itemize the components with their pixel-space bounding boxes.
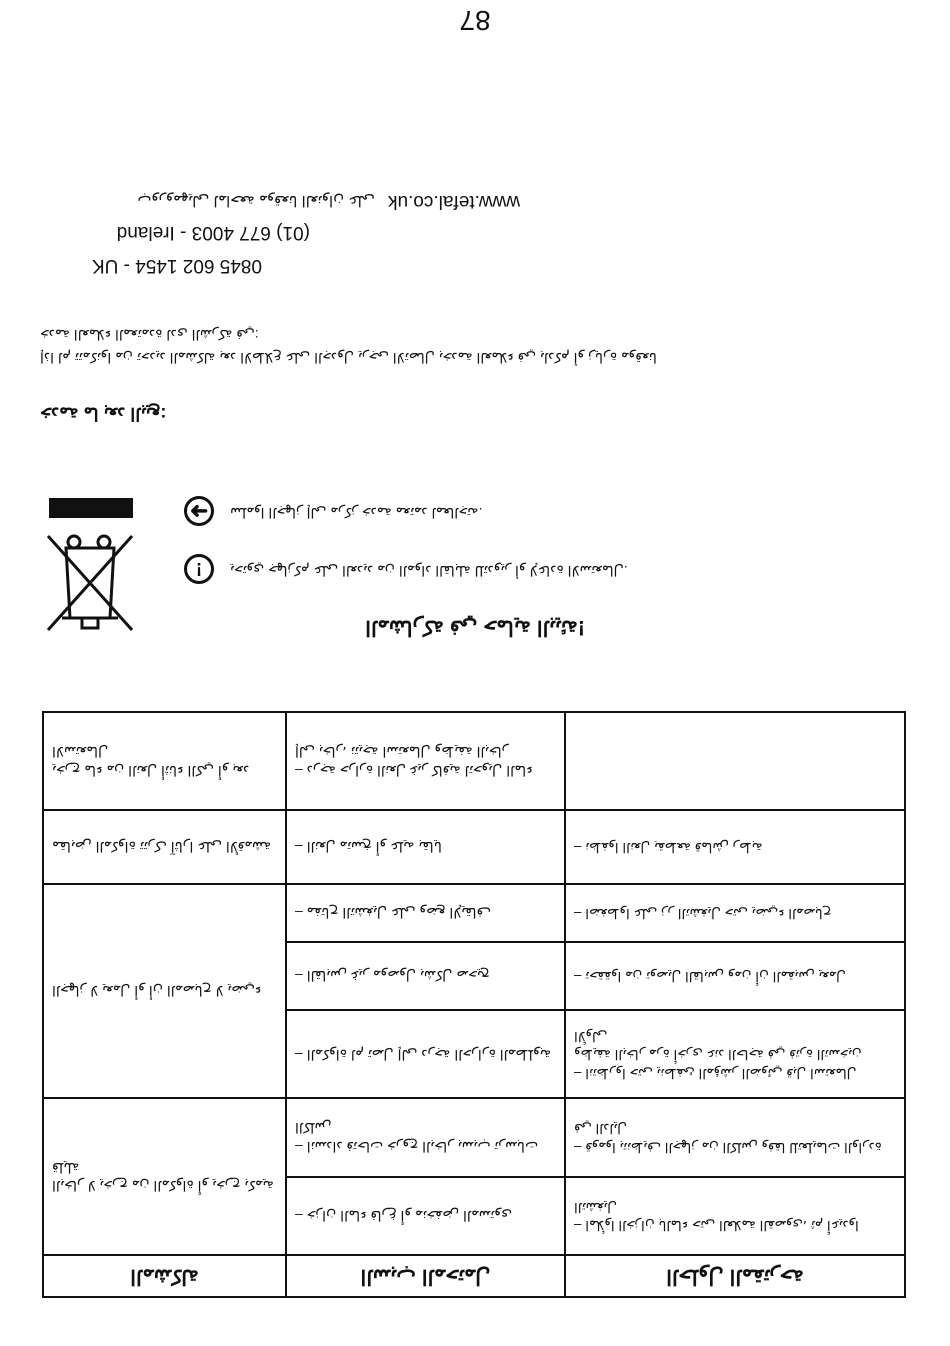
header-remedy: ﺍﻟﺣﻠﻭﻝ ﺍﻟﻣﻘﺗﺭﺣﺔ [565, 1255, 905, 1297]
cause-cell [286, 1177, 565, 1255]
remedy-cell [565, 810, 905, 883]
remedy-cell [565, 1098, 905, 1176]
env-heading: ﺍﻟﻣﺷﺎﺭﮐﺔ ﻓﻲ ﺣﻣﺎﻳﺔ ﺍﻟﺑﻳﺋﺔ! [365, 616, 585, 639]
troubleshooting-table [42, 711, 906, 1298]
remedy-text: – ﻧﻅﻔﻭﺍ ﺍﻟﻧﻌﻝ ﺑﻘﻁﻌﺔ ﻗﻣﺎﺵ ﺭﻁﺑﺔ [574, 840, 763, 856]
page-number: 87 [459, 5, 491, 36]
problem-cell: ﻳﺧﺭﺝ ﻣﺎء ﻣﻥ ﺍﻟﻧﻌﻝ ﺃﺛﻧﺎء ﺍﻟﮐﻲ ﺃﻭ ﺑﻌﺩ ﺍﻻﺳﺗﻌﻣﺎﻝ [43, 712, 286, 810]
remedy-text: – ﺍﻧﺗﻅﺭﻭﺍ ﺣﺗﯽ ﻳﻧﻁﻔﺊ ﺍﻟﻣﺅﺷﺭ ﺍﻟﺿﻭﺋﻲ ﻗﺑﻝ ﺍﺳﺗﻌﻣﺎﻝ ﻭﻅﻳﻔﺔ ﺍﻟﺑﺧﺎﺭ ﻣﺭﺓ ﺃﺧﺭﯼ ﻋﻧﺩ ﺍﻟﺣﺎﺟﺔ ﻓﻲ ﻓﺗﺭﺓ ﺍﻟﺗﺳﺧﻳﻥ ﺍﻷﻭﻟﯽ [574, 1029, 862, 1081]
phone-ireland: (01) 677 4003 - Ireland [116, 222, 310, 243]
header-problem: ﺍﻟﻣﺷﮐﻟﺔ [43, 1255, 286, 1297]
website-note: ﺏﻭﺭﻭﻣﻬﻳﻟﯽ ﻟﻣﺍﺣﻌﺔ ﻣﻭﻗﻌﻧﺎ ﺍﻟﻌﻧﻭﺍﻥ ﻋﻠﯽ [137, 192, 375, 209]
remedy-cell [565, 1010, 905, 1098]
cause-text: – ﺍﻟﻣﮐﻭﺍﺓ ﻟﻡ ﺗﺻﻝ ﺇﻟﯽ ﺩﺭﺟﺔ ﺍﻟﺣﺭﺍﺭﺓ ﺍﻟﻣﻁﻠﻭﺑﺔ [295, 1046, 552, 1063]
cause-text: – ﻣﻔﺗﺎﺡ ﺍﻟﺗﺷﻐﻳﻝ ﻋﻠﯽ ﻭﺿﻊ ﺍﻹﻳﻘﺎﻑ [295, 905, 492, 922]
problem-cell: ﻣﻘﺎﺑﺽ ﺍﻟﻣﮐﻭﺍﺓ ﺗﺗﺭﮎ ﺁﺛﺎﺭﺍ ﻋﻠﯽ ﺍﻷﻗﻣﺷﺔ [43, 810, 286, 883]
problem-cell: ﺍﻟﺑﺧﺎﺭ ﻻ ﻳﺧﺭﺝ ﻣﻥ ﺍﻟﻣﮐﻭﺍﺓ ﺃﻭ ﻳﺧﺭﺝ ﺑﮐﻣﻳﺔ ﻗﻠﻳﻠﺔ [43, 1098, 286, 1255]
table-row [43, 1177, 905, 1255]
cause-text: – ﺍﻟﻧﻌﻝ ﻣﺗﺳﺦ ﺃﻭ ﻋﻠﻳﻪ ﺑﻘﺎﻳﺎ [295, 839, 442, 856]
cause-text: – ﺍﻧﺳﺩﺍﺩ ﻓﺗﺣﺎﺕ ﺧﺭﻭﺝ ﺍﻟﺑﺧﺎﺭ ﺑﺳﺑﺏ ﺗﺭﺳﺑﺎﺕ ﺍﻟﮐﻠﺱ [295, 1120, 539, 1156]
unresolved-line: ﺇﺫﺍ ﻟﻡ ﺗﺗﻣﮐﻧﻭﺍ ﻣﻥ ﺗﺣﺩﻳﺩ ﺍﻟﻣﺷﮐﻟﺔ ﺑﻌﺩ ﺍﻻﻁﻼﻉ ﻋﻠﯽ ﺍﻟﺟﺩﻭﻝ ﻳﺭﺟﯽ ﺍﻻﺗﺻﺎﻝ ﺑﺧﺩﻣﺔ ﺍﻟﻌﻣﻼء ﻓﻲ ﺑﻟﺩﮐﻡ ﺃﻭ ﺯﻳﺎﺭﺓ ﻣﻭﻗﻌﻧﺎ [40, 350, 657, 366]
cause-text: – ﺍﻟﻘﺎﺑﺱ ﻏﻳﺭ ﻣﻭﺻﻭﻝ ﺑﺷﮐﻝ ﺻﺣﻳﺢ [295, 968, 490, 985]
remedy-text: – ﺍﺿﻐﻁﻭﺍ ﻋﻠﯽ ﺯﺭ ﺍﻟﺗﺷﻐﻳﻝ ﺣﺗﯽ ﻳﺿﻲء ﺍﻟﻣﺻﺑﺎﺡ [574, 905, 832, 921]
table-row [43, 810, 905, 883]
cause-cell [286, 810, 565, 883]
phone-uk: 0845 602 1454 - UK [91, 255, 262, 276]
remedy-text: – ﻗﻭﻣﻭﺍ ﺑﺗﻧﻅﻳﻑ ﺍﻟﺟﻬﺎﺯ ﻣﻥ ﺍﻟﮐﻠﺱ ﻭﻓﻘﺎ ﻟﻠﺗﻌﻠﻳﻣﺎﺕ ﺍﻟﻭﺍﺭﺩﺓ ﻓﻲ ﺍﻟﺩﻟﻳﻝ [574, 1121, 882, 1155]
cause-cell [286, 884, 565, 942]
service-heading: ﺧﺩﻣﺔ ﻣﺎ ﺑﻌﺩ ﺍﻟﺑﻳﻊ: [40, 404, 167, 424]
recycle-text: ﺳﻠﻣﻭﺍ ﺍﻟﺟﻬﺎﺯ ﺇﻟﯽ ﻣﺭﮐﺯ ﺧﺩﻣﺔ ﻣﻌﺗﻣﺩ ﻟﻣﻌﺎﻟﺟﺗﻪ. [230, 505, 483, 521]
cause-cell [286, 1010, 565, 1098]
problem-cell: ﺍﻟﺟﻬﺎﺯ ﻻ ﻳﻌﻣﻝ ﺃﻭ ﺃﻥ ﺍﻟﻣﺻﺑﺎﺡ ﻻ ﻳﺿﻲء [43, 884, 286, 1099]
cause-cell [286, 1098, 565, 1176]
cause-text: – ﺩﺭﺟﺔ ﺣﺭﺍﺭﺓ ﺍﻟﻧﻌﻝ ﻏﻳﺭ ﮐﺎﻓﻳﺔ ﻟﺗﺣﻭﻳﻝ ﺍﻟﻣﺎء ﺇﻟﯽ ﺑﺧﺎﺭ، ﻧﺗﻳﺟﺔ ﺍﺳﺗﻌﻣﺎﻝ ﻭﻅﻳﻔﺔ ﺍﻟﺑﺧﺎﺭ [295, 744, 533, 780]
table-row [43, 712, 905, 810]
website-url[interactable]: www.tefal.co.uk [388, 191, 520, 212]
warning-icon: ! [184, 554, 214, 584]
cause-cell [286, 712, 565, 810]
cause-text: – ﺧﺯﺍﻥ ﺍﻟﻣﺎء ﻓﺎﺭﻍ ﺃﻭ ﻣﻧﺧﻔﺽ ﺍﻟﻣﺳﺗﻭﯼ [295, 1208, 512, 1225]
table-header-row [43, 1255, 905, 1297]
remedy-cell [565, 1177, 905, 1255]
remedy-cell [565, 942, 905, 1010]
remedy-cell [565, 712, 905, 810]
warning-text: ﻳﺣﺗﻭﻱ ﺟﻬﺎﺯﮐﻡ ﻋﻠﯽ ﺍﻟﻌﺩﻳﺩ ﻣﻥ ﺍﻟﻣﻭﺍﺩ ﺍﻟﻘﺎﺑﻠﺔ ﻟﻠﺗﺩﻭﻳﺭ ﺃﻭ ﻹﻋﺎﺩﺓ ﺍﻻﺳﺗﻌﻣﺎﻝ. [230, 563, 628, 579]
remedy-cell [565, 884, 905, 942]
recycle-arrow-icon: ➜ [184, 496, 214, 526]
remedy-text: – ﺗﺣﻘﻘﻭﺍ ﻣﻥ ﺗﻭﺻﻳﻝ ﺍﻟﻘﺎﺑﺱ ﻭﻣﻥ ﺃﻥ ﺍﻟﻣﻘﺑﺱ ﻳﻌﻣﻝ [574, 969, 846, 985]
cause-cell [286, 942, 565, 1010]
table-row [43, 1010, 905, 1098]
service-center-line: ﺧﺩﻣﺔ ﺍﻟﻌﻣﻼء ﺍﻟﻣﻌﺗﻣﺩﺓ ﻟﺩﯼ ﺍﻟﺷﺭﮐﺔ ﻓﻲ: [40, 327, 259, 343]
env-box-bar [49, 498, 133, 518]
remedy-text: – ﺍﻣﻸﻭﺍ ﺍﻟﺧﺯﺍﻥ ﺑﺎﻟﻣﺎء ﺣﺗﯽ ﺍﻟﻌﻼﻣﺔ ﺍﻟﻘﺻﻭﯼ، ﺛﻡ ﺃﻋﻳﺩﻭﺍ ﺍﻟﺗﺷﻐﻳﻝ [574, 1199, 859, 1233]
website-line [30, 190, 910, 212]
crossed-bin-icon [42, 532, 138, 636]
header-cause: ﺍﻟﺳﺑﺏ ﺍﻟﻣﺣﺗﻣﻝ [286, 1255, 565, 1297]
